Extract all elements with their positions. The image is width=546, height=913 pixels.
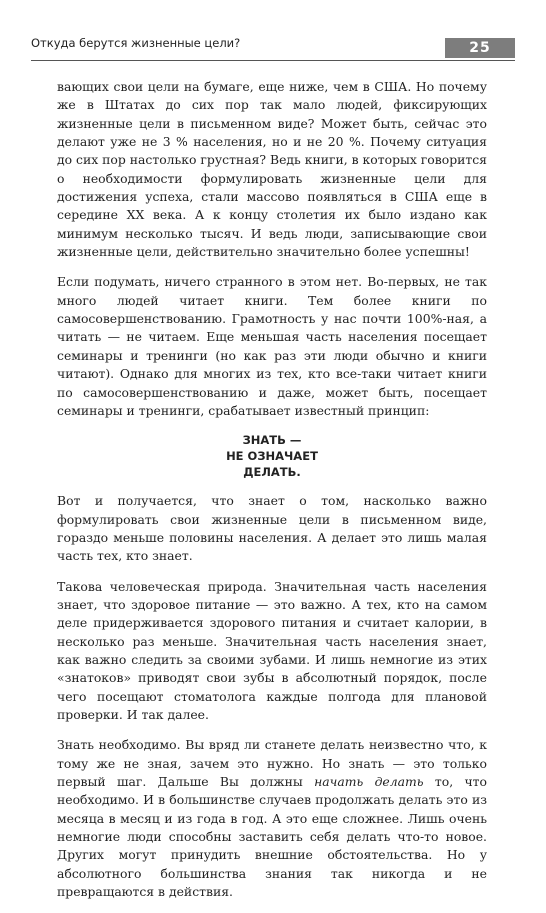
- page-body: [57, 78, 487, 913]
- principle-line-2: НЕ ОЗНАЧАЕТ: [226, 449, 318, 464]
- paragraph-2: Если подумать, ничего странного в этом нет. Во-первых, не так много людей читает книги. Тем более книги по самосовершенствованию. Грамотность у нас почти 100%-ная, а читать — не читаем. Еще меньшая часть населения посещает семинары и тренинги (но как раз эти люди обычно и книги читают). Однако для многих из тех, кто все-таки читает книги по самосовершенствованию и даже, может быть, посещает семинары и тренинги, срабатывает известный принцип:: [57, 274, 487, 418]
- paragraph-1: вающих свои цели на бумаге, еще ниже, чем в США. Но почему же в Штатах до сих пор так мало людей, фиксирующих жизненные цели в письменном виде? Может быть, сейчас это делают уже не 3 % населения, но и не 20 %. Почему ситуация до сих пор настолько грустная? Ведь книги, в которых говорится о необходимости формулировать жизненные цели для достижения успеха, стали массово появляться в США еще в середине XX века. А к концу столетия их было издано как минимум несколько тысяч. И ведь люди, записывающие свои жизненные цели, действительно значительно более успешны!: [57, 79, 487, 260]
- paragraph-3: Вот и получается, что знает о том, насколько важно формулировать свои жизненные цели в письменном виде, гораздо меньше половины населения. А делает это лишь малая часть тех, кто знает.: [57, 493, 487, 564]
- paragraph-5-part-b: то, что необходимо. И в большинстве случаев продолжать делать это из месяца в месяц и из года в год. А это еще сложнее. Лишь очень немногие люди способны заставить себя делать что-то новое. Других могут принудить внешние обстоятельства. Но у абсолютного большинства знания так никогда и не превращаются в действия.: [57, 774, 487, 900]
- paragraph-5: [57, 736, 487, 901]
- paragraph-4: Такова человеческая природа. Значительная часть населения знает, что здоровое питание — это важно. А тех, кто на самом деле придерживается здорового питания и считает калории, в несколько раз меньше. Значительная часть населения знает, как важно следить за своими зубами. И лишь немногие из этих «знатоков» приводят свои зубы в абсолютный порядок, после чего посещают стоматолога каждые полгода для плановой проверки. И так далее.: [57, 578, 487, 722]
- page-number: 25: [445, 38, 515, 58]
- principle-line-3: ДЕЛАТЬ.: [243, 465, 301, 480]
- page-header: [31, 28, 515, 68]
- paragraph-5-italic: начать делать: [314, 774, 424, 789]
- principle-line-1: ЗНАТЬ —: [242, 433, 302, 448]
- paragraph-5-part-a: Знать необходимо. Вы вряд ли станете делать неизвестно что, к тому же не зная, зачем это нужно. Но знать — это только первый шаг. Дальше Вы должны: [57, 737, 487, 789]
- running-title: Откуда берутся жизненные цели?: [31, 36, 241, 50]
- highlighted-principle: [57, 432, 487, 480]
- header-divider: [31, 60, 515, 61]
